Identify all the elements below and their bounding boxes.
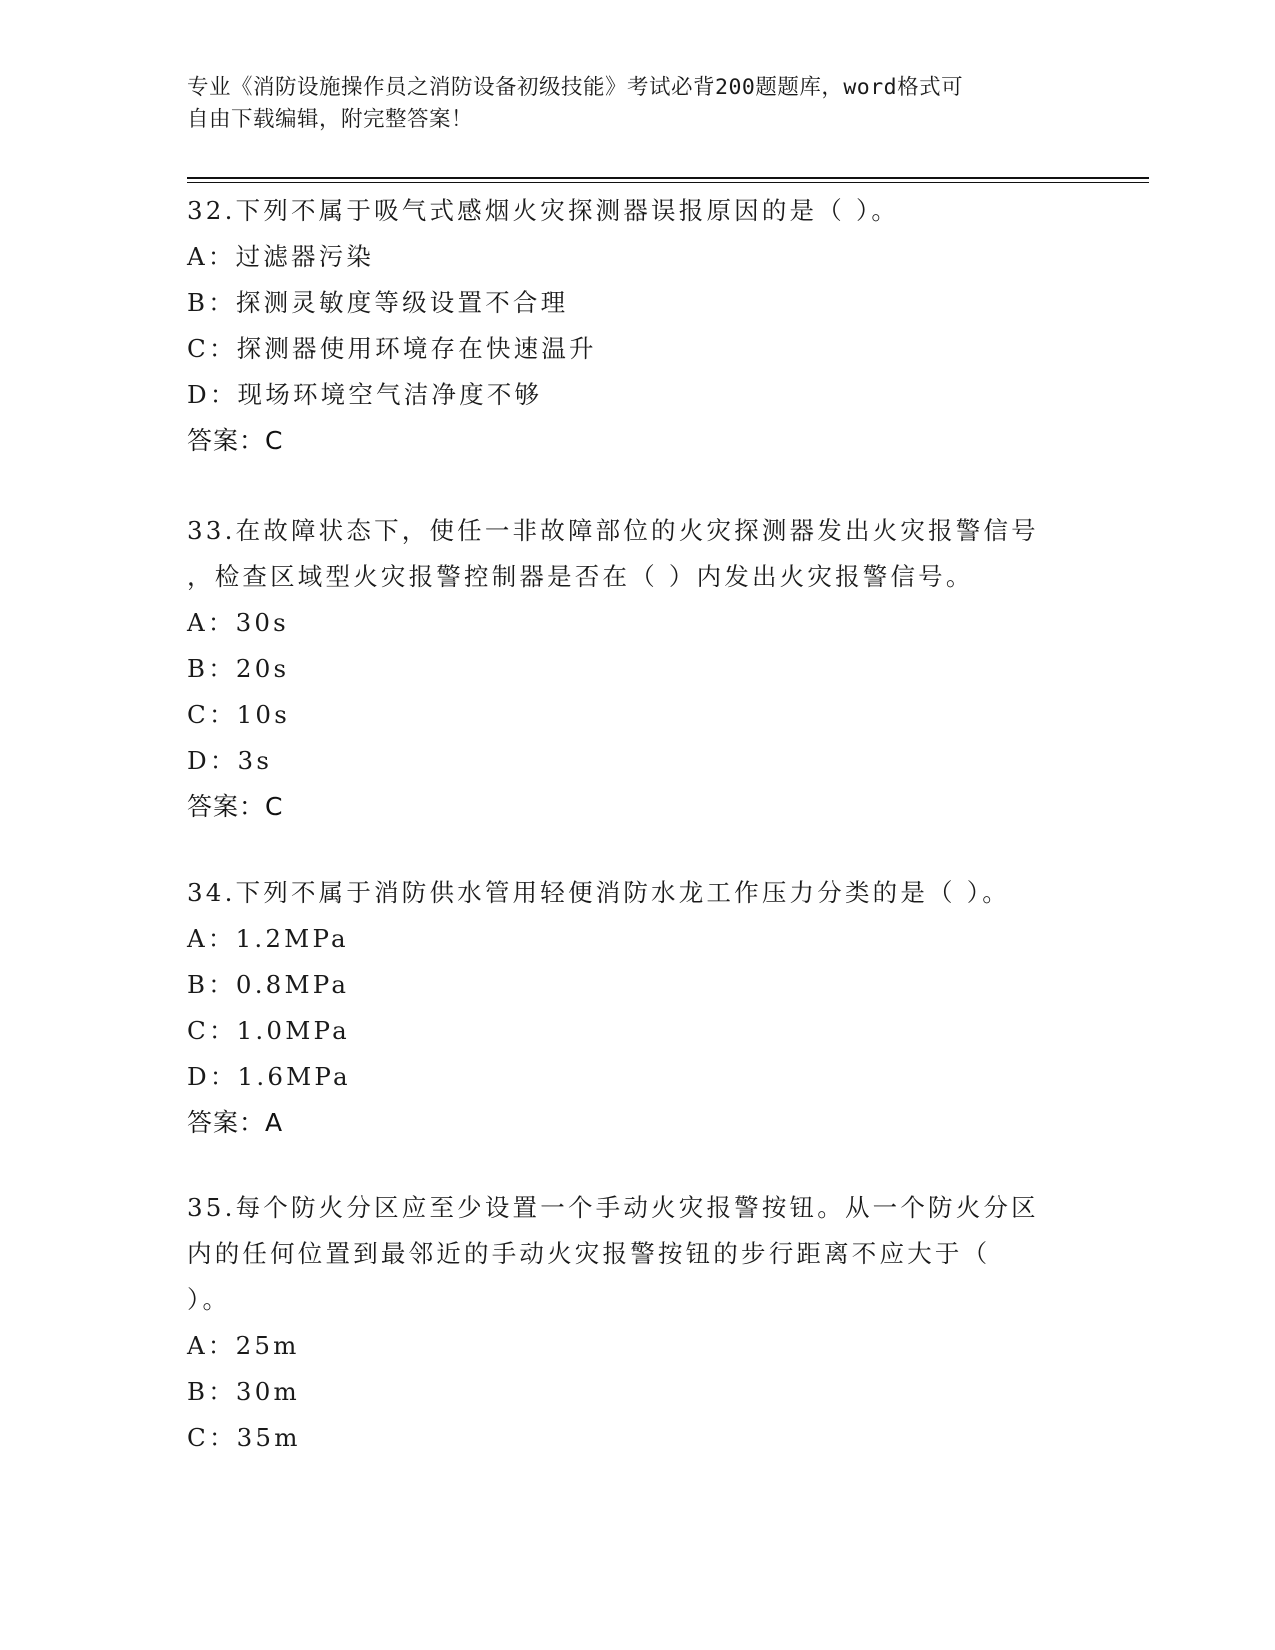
answer-line: 答案：A <box>187 1108 284 1137</box>
question-34 <box>187 870 1087 1146</box>
option-a: A：1.2MPa <box>187 924 349 953</box>
option-d: D：3s <box>187 746 273 775</box>
option-d: D：现场环境空气洁净度不够 <box>187 380 543 409</box>
question-32 <box>187 188 1087 464</box>
option-c: C：35m <box>187 1423 301 1452</box>
header-divider-thick <box>187 177 1149 179</box>
option-c: C：1.0MPa <box>187 1016 350 1045</box>
answer-line: 答案：C <box>187 426 284 455</box>
header-title-line-2: 自由下载编辑，附完整答案！ <box>187 107 474 132</box>
question-stem-line-1: 33.在故障状态下，使任一非故障部位的火灾探测器发出火灾报警信号 <box>187 516 1039 545</box>
option-a: A：过滤器污染 <box>187 242 375 271</box>
option-c: C：探测器使用环境存在快速温升 <box>187 334 597 363</box>
header-divider-thin <box>187 182 1149 183</box>
question-stem: 34.下列不属于消防供水管用轻便消防水龙工作压力分类的是（ ）。 <box>187 878 1010 907</box>
option-a: A：25m <box>187 1331 300 1360</box>
question-stem-line-1: 35.每个防火分区应至少设置一个手动火灾报警按钮。从一个防火分区 <box>187 1193 1039 1222</box>
question-stem: 32.下列不属于吸气式感烟火灾探测器误报原因的是（ ）。 <box>187 196 900 225</box>
question-stem-line-2: 内的任何位置到最邻近的手动火灾报警按钮的步行距离不应大于（ <box>187 1239 991 1268</box>
option-b: B：0.8MPa <box>187 970 350 999</box>
question-stem-line-3: ）。 <box>187 1285 231 1314</box>
option-d: D：1.6MPa <box>187 1062 351 1091</box>
document-header <box>187 72 1087 136</box>
option-a: A：30s <box>187 608 289 637</box>
answer-line: 答案：C <box>187 792 284 821</box>
question-33 <box>187 508 1087 830</box>
question-stem-line-2: ，检查区域型火灾报警控制器是否在（ ）内发出火灾报警信号。 <box>187 562 974 591</box>
option-b: B：探测灵敏度等级设置不合理 <box>187 288 569 317</box>
header-title-line-1: 专业《消防设施操作员之消防设备初级技能》考试必背200题题库，word格式可 <box>187 75 964 100</box>
option-b: B：20s <box>187 654 290 683</box>
option-c: C：10s <box>187 700 290 729</box>
option-b: B：30m <box>187 1377 300 1406</box>
question-35 <box>187 1185 1087 1461</box>
